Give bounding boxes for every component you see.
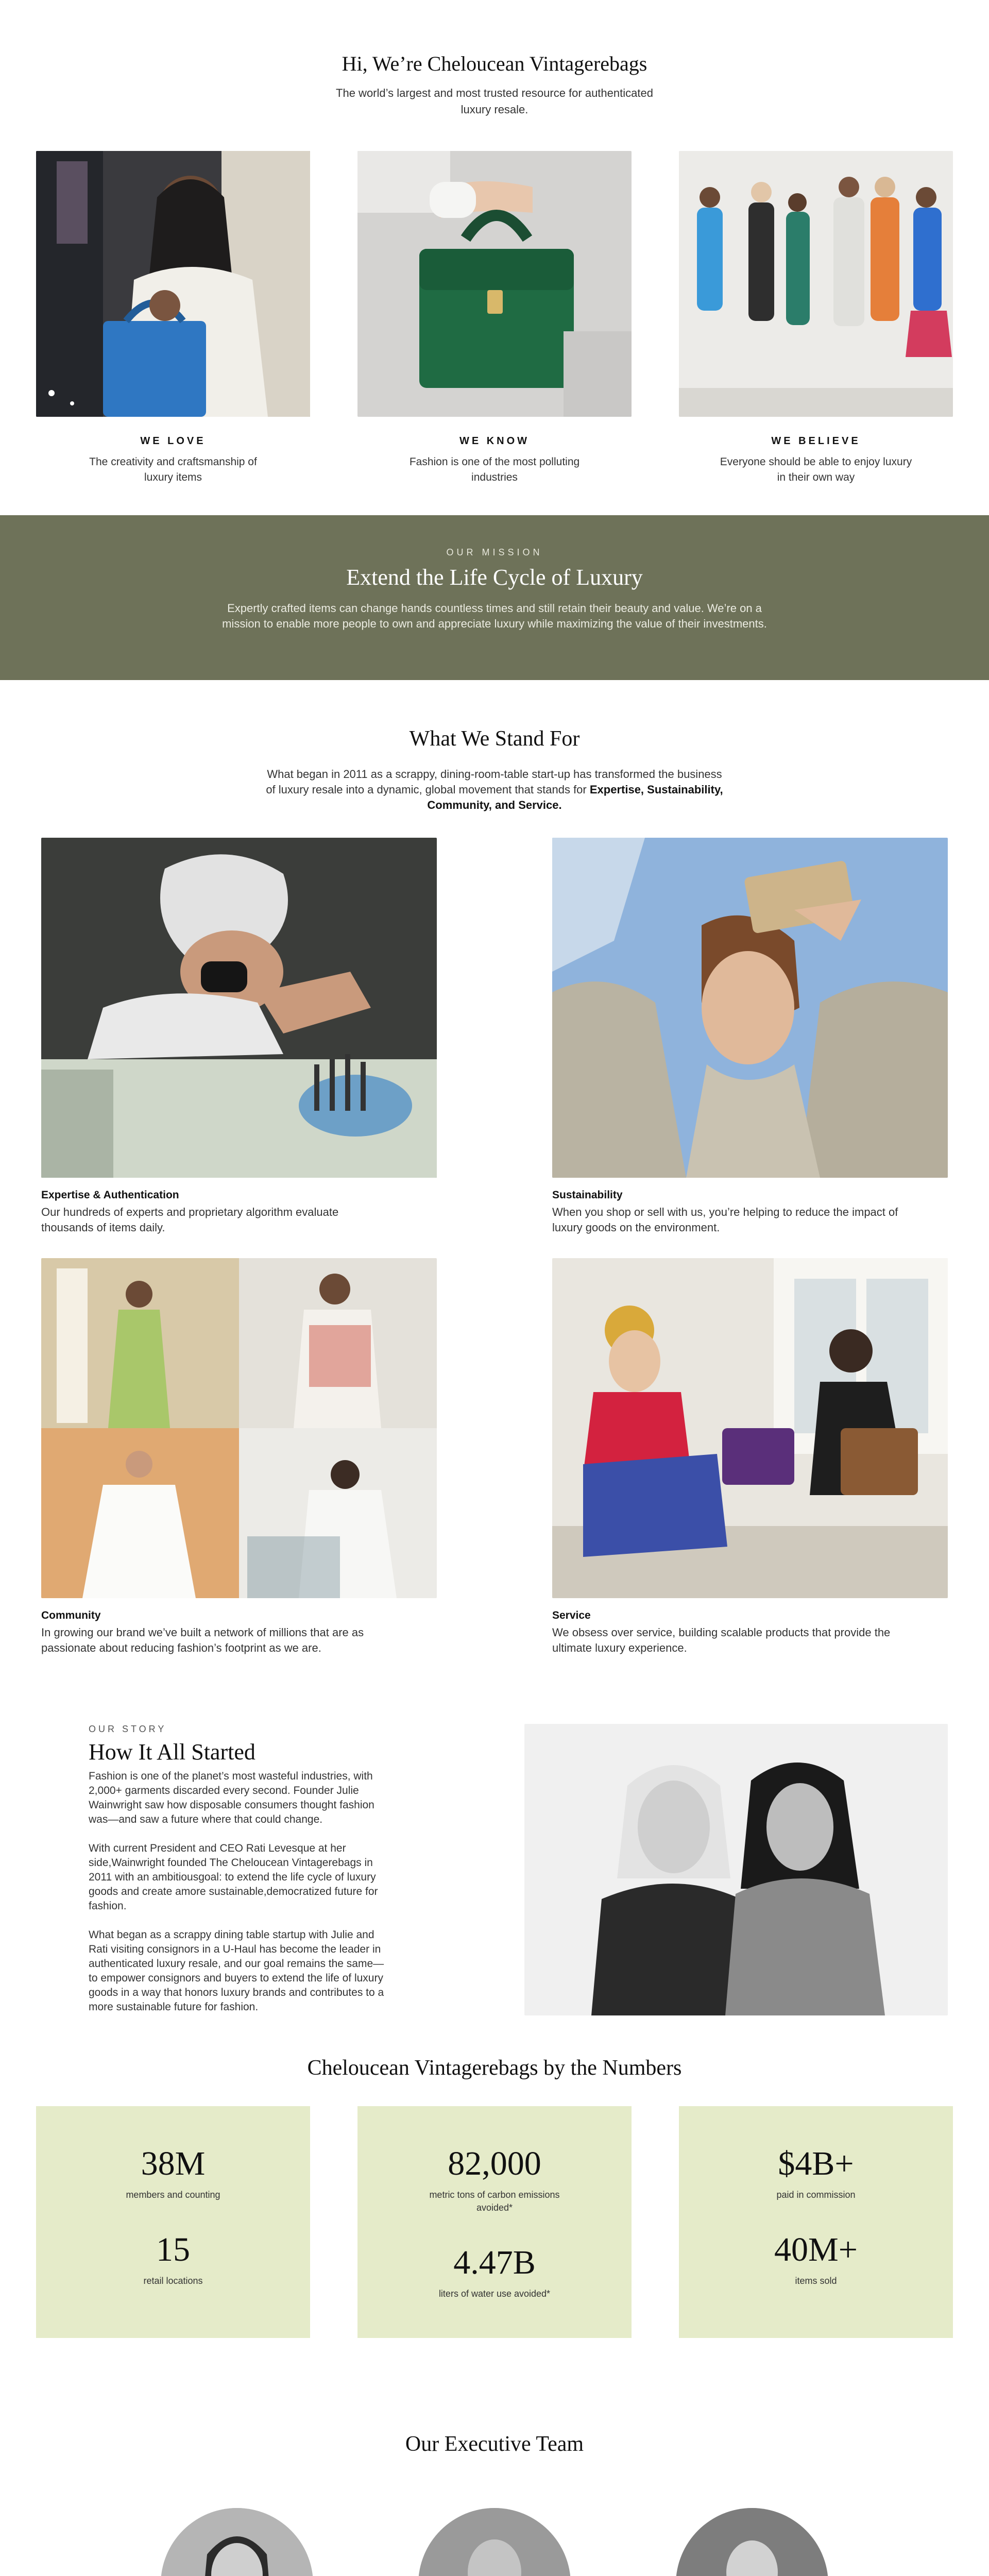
stat-caption: liters of water use avoided* [438, 2289, 551, 2299]
intro-card-desc: Fashion is one of the most polluting industries [409, 456, 580, 483]
avatar-graphic [418, 2508, 571, 2576]
intro-card-desc: Everyone should be able to enjoy luxury in their own way [720, 456, 912, 483]
avatar [161, 2508, 313, 2576]
values-section [0, 680, 989, 1721]
values-intro-bold: Expertise, Sustainability, Community, and Service. [427, 783, 723, 811]
consignment-meeting-photo [552, 1258, 948, 1598]
stat-card [679, 2106, 953, 2338]
numbers-section [0, 2040, 989, 2416]
value-text: We obsess over service, building scalable products that provide the ultimate luxury experience. [552, 1626, 891, 1654]
value-title: Sustainability [552, 1189, 623, 1201]
value-community [41, 1258, 437, 1656]
avatar-graphic [676, 2508, 828, 2576]
photo-graphic [36, 151, 310, 417]
stat [357, 2144, 632, 2214]
stat-value: 4.47B [453, 2244, 536, 2281]
team-member [366, 2508, 623, 2576]
stat-caption: paid in commission [776, 2190, 856, 2200]
story-eyebrow: OUR STORY [89, 1724, 167, 1734]
team-member [623, 2508, 881, 2576]
values-intro [263, 767, 726, 813]
founders-photo [524, 1724, 948, 2015]
story-section [41, 1721, 948, 2040]
team-member [108, 2508, 366, 2576]
story-paragraph: With current President and CEO Rati Levesque at her side,Wainwright founded The Cheloucean Vintagerebags in 2011 with an ambitiousgoal: to extend the life cycle of luxury goods and create amore sustainable,democratized future for fashion. [89, 1842, 378, 1912]
stat-value: 40M+ [774, 2231, 858, 2268]
avatar [676, 2508, 828, 2576]
intro-card-label: WE KNOW [459, 435, 530, 447]
stat-value: 15 [156, 2231, 190, 2268]
value-expertise [41, 838, 437, 1235]
intro-card-know [357, 151, 632, 485]
photo-graphic [41, 1258, 437, 1598]
numbers-grid [36, 2106, 953, 2338]
values-intro-text: What began in 2011 as a scrappy, dining-room-table start-up has transformed the business of luxury resale into a dynamic, global movement that stands for [266, 768, 722, 796]
intro-card-label: WE LOVE [140, 435, 206, 447]
photo-graphic [552, 838, 948, 1178]
value-text: In growing our brand we’ve built a network of millions that are as passionate about reducing fashion’s footprint as we are. [41, 1626, 364, 1654]
stat-card [357, 2106, 632, 2338]
intro-card-label: WE BELIEVE [771, 435, 861, 447]
intro-title: Hi, We’re Cheloucean Vintagerebags [342, 52, 647, 75]
value-title: Expertise & Authentication [41, 1189, 179, 1201]
intro-card-love [36, 151, 310, 485]
photo-graphic [357, 151, 632, 417]
stat-value: $4B+ [778, 2145, 854, 2182]
stat [357, 2243, 632, 2300]
numbers-title: Cheloucean Vintagerebags by the Numbers [307, 2056, 682, 2080]
stat-caption: items sold [795, 2276, 837, 2286]
green-handbag-photo [357, 151, 632, 417]
values-title: What We Stand For [409, 727, 580, 751]
value-title: Service [552, 1609, 591, 1621]
intro-card-desc: The creativity and craftsmanship of luxury items [89, 456, 257, 483]
stat [679, 2144, 953, 2201]
stat [36, 2144, 310, 2201]
story-text [41, 1724, 391, 2040]
avatar [418, 2508, 571, 2576]
value-text: When you shop or sell with us, you’re helping to reduce the impact of luxury goods on the environment. [552, 1206, 898, 1234]
woman-with-bag-sky-photo [552, 838, 948, 1178]
stat-value: 82,000 [448, 2145, 541, 2182]
stat-caption: members and counting [126, 2190, 220, 2200]
craftsman-with-blue-bag-photo [36, 151, 310, 417]
values-grid [41, 838, 948, 1656]
stat-card [36, 2106, 310, 2338]
team-section [0, 2416, 989, 2576]
intro-section [0, 0, 989, 515]
intro-cards [36, 151, 953, 485]
story-paragraph: Fashion is one of the planet’s most wasteful industries, with 2,000+ garments discarded every second. Founder Julie Wainwright saw how disposable consumers thought fashion was—and saw a future where that could change. [89, 1770, 374, 1825]
team-title: Our Executive Team [405, 2432, 584, 2456]
mission-title: Extend the Life Cycle of Luxury [346, 565, 643, 590]
stat [679, 2230, 953, 2287]
group-of-models-photo [679, 151, 953, 417]
stat-value: 38M [141, 2145, 206, 2182]
mission-text: Expertly crafted items can change hands countless times and still retain their beauty and value. We’re on a mission to enable more people to own and appreciate luxury while maximizing the value of their investments. [222, 602, 767, 630]
team-grid [108, 2508, 881, 2576]
stat [36, 2230, 310, 2287]
stat-caption: metric tons of carbon emissions avoided* [429, 2190, 560, 2213]
value-text: Our hundreds of experts and proprietary algorithm evaluate thousands of items daily. [41, 1206, 339, 1234]
mission-banner [0, 515, 989, 680]
authenticator-with-loupe-photo [41, 838, 437, 1178]
photo-graphic [524, 1724, 948, 2015]
story-paragraph: What began as a scrappy dining table startup with Julie and Rati visiting consignors in a U-Haul has become the leader in authenticated luxury resale, and our goal remains the same—to empower consignors and buyers to extend the life of luxury goods in a way that honors luxury brands and contributes to a more sustainable future for fashion. [89, 1929, 384, 2013]
value-service [552, 1258, 948, 1656]
value-title: Community [41, 1609, 101, 1621]
photo-graphic [679, 151, 953, 417]
community-collage-photo [41, 1258, 437, 1598]
intro-subtitle: The world’s largest and most trusted resource for authenticated luxury resale. [336, 87, 653, 116]
stat-caption: retail locations [143, 2276, 203, 2286]
avatar-graphic [161, 2508, 313, 2576]
photo-graphic [41, 838, 437, 1178]
photo-graphic [552, 1258, 948, 1598]
intro-card-believe [679, 151, 953, 485]
value-sustainability [552, 838, 948, 1235]
story-title: How It All Started [89, 1739, 255, 1765]
mission-eyebrow: OUR MISSION [446, 547, 543, 557]
